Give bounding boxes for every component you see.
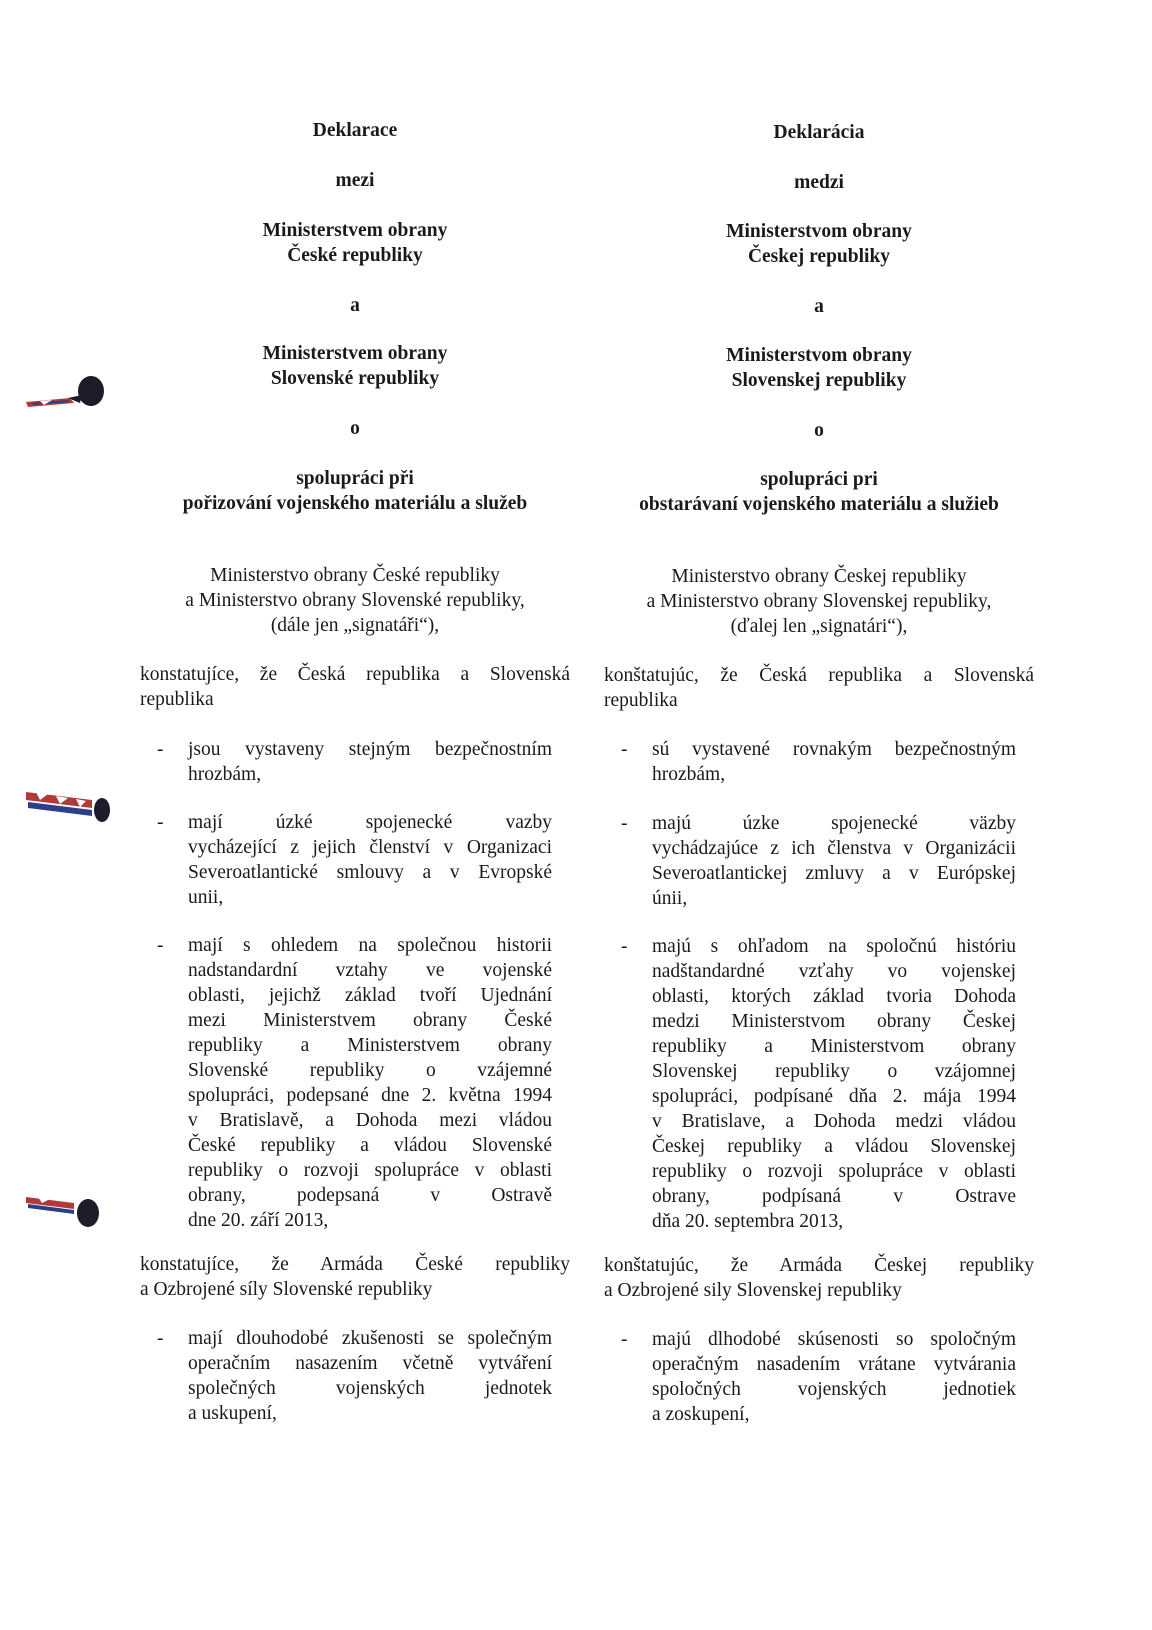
slovak-intro [604,564,1034,639]
bullet-dash: - [157,935,164,956]
text-line: vychádzajúce z ich členstva v Organizácii [652,838,1016,859]
binding-ribbon-mark-top [22,365,112,415]
slovak-title-between: medzi [794,172,844,193]
czech-title-party1-line1: Ministerstvem obrany [262,220,448,241]
text-line: hrozbám, [188,764,262,785]
text-line: obrany, podepsaná v Ostravě [188,1185,552,1206]
text-line: republiky o rozvoji spolupráce v oblasti [652,1161,1016,1182]
text-line: unii, [188,887,224,908]
text-line: oblasti, ktorých základ tvoria Dohoda [652,986,1016,1007]
slovak-title-declaration: Deklarácia [773,122,865,143]
text-line: obrany, podpísaná v Ostrave [652,1186,1016,1207]
text-line: republika [140,689,214,710]
czech-title-party2-line2: Slovenské republiky [270,368,440,389]
czech-title-on: o [350,418,360,439]
slovak-title-on: o [814,420,824,441]
text-line: Českej republiky a vládou Slovenskej [652,1136,1016,1157]
text-line: konštatujúc, že Česká republika a Slovenská [604,665,1034,686]
czech-intro-line: Ministerstvo obrany České republiky [210,565,500,586]
czech-title-declaration: Deklarace [312,120,398,141]
bullet-dash: - [621,739,628,760]
text-line: a Ozbrojené sily Slovenskej republiky [604,1280,902,1301]
czech-paragraph-2 [140,1252,570,1302]
text-line: konštatujúc, že Armáda Českej republiky [604,1255,1034,1276]
text-line: sú vystavené rovnakým bezpečnostným [652,739,1016,760]
czech-intro-line: (dále jen „signatáři“), [270,615,440,636]
text-line: mají úzké spojenecké vazby [188,812,552,833]
text-line: a Ozbrojené síly Slovenské republiky [140,1279,433,1300]
text-line: oblasti, jejichž základ tvoří Ujednání [188,985,552,1006]
text-line: dňa 20. septembra 2013, [652,1211,844,1232]
text-line: spolupráci, podpísané dňa 2. mája 1994 [652,1086,1016,1107]
text-line: Severoatlantické smlouvy a v Evropské [188,862,552,883]
bullet-dash: - [621,936,628,957]
text-line: jsou vystaveny stejným bezpečnostním [188,739,552,760]
text-line: vycházející z jejich členství v Organizaci [188,837,552,858]
slovak-title-subject-line2: obstarávaní vojenského materiálu a služieb [639,494,999,515]
slovak-paragraph-2 [604,1253,1034,1303]
text-line: a uskupení, [188,1403,277,1424]
slovak-intro-line: (ďalej len „signatári“), [730,616,908,637]
binding-ribbon-mark-middle [22,780,112,830]
text-line: operačným nasadením vrátane vytvárania [652,1354,1016,1375]
text-line: Slovenskej republiky o vzájomnej [652,1061,1016,1082]
czech-intro-line: a Ministerstvo obrany Slovenské republiky, [185,590,525,611]
text-line: v Bratislave, a Dohoda medzi vládou [652,1111,1016,1132]
slovak-title-subject-line1: spolupráci pri [760,469,878,490]
text-line: medzi Ministerstvom obrany Českej [652,1011,1016,1032]
text-line: v Bratislavě, a Dohoda mezi vládou [188,1110,552,1131]
text-line: spolupráci, podepsané dne 2. května 1994 [188,1085,552,1106]
bullet-dash: - [157,812,164,833]
slovak-intro-line: Ministerstvo obrany Českej republiky [671,566,967,587]
text-line: České republiky a vládou Slovenské [188,1135,552,1156]
text-line: dne 20. září 2013, [188,1210,329,1231]
bullet-dash: - [157,1328,164,1349]
text-line: mezi Ministerstvem obrany České [188,1010,552,1031]
slovak-title-party2-line1: Ministerstvom obrany [726,345,912,366]
slovak-title-party1-line1: Ministerstvom obrany [726,221,912,242]
text-line: hrozbám, [652,764,726,785]
text-line: majú úzke spojenecké väzby [652,813,1016,834]
text-line: republiky a Ministerstvem obrany [188,1035,552,1056]
text-line: Slovenské republiky o vzájemné [188,1060,552,1081]
text-line: republiky a Ministerstvom obrany [652,1036,1016,1057]
czech-title-between: mezi [335,170,375,191]
czech-title-subject-line2: pořizování vojenského materiálu a služeb [182,493,528,514]
czech-title-and: a [350,295,360,316]
text-line: mají dlouhodobé zkušenosti se společným [188,1328,552,1349]
text-line: majú dlhodobé skúsenosti so spoločným [652,1329,1016,1350]
slovak-title-party2-line2: Slovenskej republiky [731,370,907,391]
bullet-dash: - [621,813,628,834]
czech-title-subject-line1: spolupráci při [296,468,414,489]
slovak-intro-line: a Ministerstvo obrany Slovenskej republiky, [646,591,992,612]
text-line: konstatujíce, že Česká republika a Slovenská [140,664,570,685]
text-line: a zoskupení, [652,1404,750,1425]
text-line: operačním nasazením včetně vytváření [188,1353,552,1374]
text-line: republiky o rozvoji spolupráce v oblasti [188,1160,552,1181]
czech-title-party1-line2: České republiky [287,245,423,266]
binding-ribbon-mark-bottom [22,1185,112,1235]
czech-paragraph-1 [140,662,570,712]
text-line: spoločných vojenských jednotiek [652,1379,1016,1400]
slovak-title-and: a [814,296,824,317]
text-line: Severoatlantickej zmluvy a v Európskej [652,863,1016,884]
czech-intro [140,563,570,638]
text-line: nadštandardné vzťahy vo vojenskej [652,961,1016,982]
text-line: republika [604,690,678,711]
bullet-dash: - [157,739,164,760]
text-line: únii, [652,888,688,909]
slovak-title-party1-line2: Českej republiky [747,246,891,267]
slovak-paragraph-1 [604,663,1034,713]
text-line: společných vojenských jednotek [188,1378,552,1399]
text-line: nadstandardní vztahy ve vojenské [188,960,552,981]
text-line: mají s ohledem na společnou historii [188,935,552,956]
text-line: konstatujíce, že Armáda České republiky [140,1254,570,1275]
text-line: majú s ohľadom na spoločnú históriu [652,936,1016,957]
czech-title-party2-line1: Ministerstvem obrany [262,343,448,364]
bullet-dash: - [621,1329,628,1350]
